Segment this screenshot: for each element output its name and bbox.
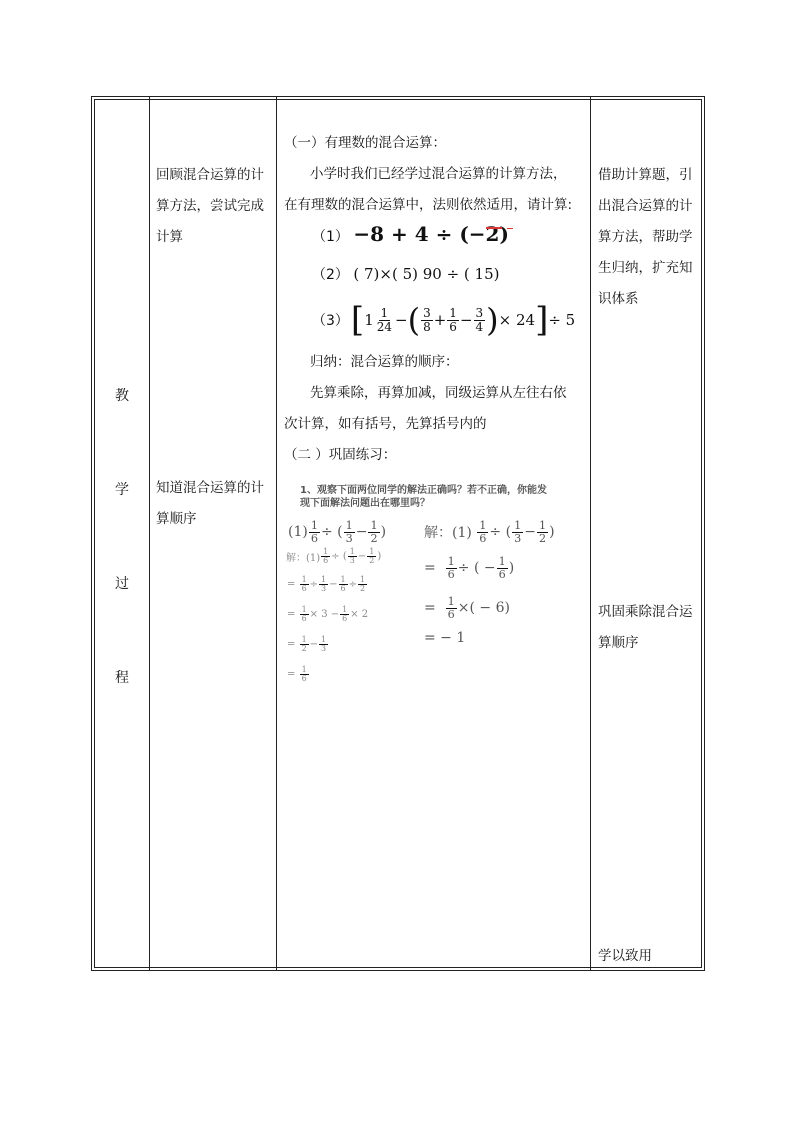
text-line: 现下面解法问题出在哪里吗？ — [300, 498, 430, 509]
fraction: $\frac{1}{6}$ — [342, 605, 348, 624]
fraction: $\frac{1}{6}$ — [323, 547, 329, 566]
fraction: $\frac{1}{2}$ — [360, 575, 366, 594]
jie-label: 解：(1) — [286, 553, 321, 565]
fraction: $\frac{1}{3}$ — [321, 635, 327, 654]
intro-line: 在有理数的混合运算中，法则依然适用，请计算: — [284, 197, 573, 213]
fraction: $\frac{1}{3}$ — [321, 575, 327, 594]
objective-2 — [156, 473, 276, 535]
stage-char: 程 — [115, 670, 129, 686]
text-line: 识体系 — [598, 291, 639, 307]
column-divider — [149, 97, 150, 970]
fraction: $\frac{1}{6}$ — [449, 305, 457, 334]
note-3: 学以致用 — [598, 948, 652, 964]
section1-title: （一）有理数的混合运算： — [284, 135, 446, 151]
text-line: 1、观察下面两位同学的解法正确吗？若不正确，你能发 — [300, 485, 547, 496]
red-mark — [486, 227, 502, 232]
fraction: $\frac{1}{6}$ — [447, 595, 455, 621]
text-line: 算方法，尝试完成 — [156, 198, 264, 214]
question-label: （2） — [312, 267, 349, 283]
right-work-header: 解：(1) $\frac{1}{6}$ ÷ ( $\frac{1}{3}$ − $\frac{1}{2}$ ) — [424, 519, 555, 545]
expression: ×( − 6) — [457, 600, 510, 617]
left-work-step: = $\frac{1}{2}$ − $\frac{1}{3}$ — [287, 635, 327, 654]
stage-char: 学 — [115, 482, 129, 498]
left-work-header: (1) $\frac{1}{6}$ ÷ ( $\frac{1}{3}$ − $\frac{1}{2}$ ) — [288, 519, 387, 545]
text-line: 借助计算题，引 — [598, 167, 693, 183]
question-label: （3） — [312, 313, 349, 329]
question-1 — [312, 222, 509, 246]
red-mark — [507, 228, 513, 231]
fraction: $\frac{1}{6}$ — [301, 665, 307, 684]
fraction: $\frac{1}{3}$ — [514, 519, 522, 545]
intro-line: 小学时我们已经学过混合运算的计算方法， — [310, 166, 567, 182]
text-line: 算方法，帮助学 — [598, 229, 693, 245]
fraction: $\frac{1}{6}$ — [479, 519, 487, 545]
fraction: $\frac{1}{6}$ — [447, 555, 455, 581]
fraction: $\frac{1}{6}$ — [498, 555, 506, 581]
left-work-step: 解：(1) $\frac{1}{6}$ ÷ ( $\frac{1}{3}$ − $\frac{1}{2}$ ) — [286, 547, 382, 566]
fraction: $\frac{1}{6}$ — [340, 575, 346, 594]
fraction: $\frac{1}{24}$ — [376, 305, 393, 334]
fraction: $\frac{1}{2}$ — [369, 547, 375, 566]
summary-title: 归纳：混合运算的顺序： — [310, 354, 459, 370]
fraction: $\frac{1}{6}$ — [310, 519, 318, 545]
stage-char: 教 — [115, 388, 129, 404]
question-label: (1) — [288, 524, 308, 541]
left-work-step: = $\frac{1}{6}$ — [287, 665, 307, 684]
text-line: 生归纳，扩充知 — [598, 260, 693, 276]
fraction: $\frac{3}{8}$ — [423, 305, 431, 334]
column-divider — [276, 97, 277, 970]
expression: [ 1 $\frac{1}{24}$ − ( $\frac{3}{8}$ + $\frac{1}{6}$ − $\frac{3}{4}$ ) × 24 ] ÷ 5 — [350, 300, 576, 340]
fraction: $\frac{1}{2}$ — [370, 519, 378, 545]
objective-1 — [156, 160, 276, 253]
note-2 — [598, 597, 704, 659]
text-line: 巩固乘除混合运 — [598, 604, 693, 620]
fraction: $\frac{1}{2}$ — [538, 519, 547, 545]
fraction: $\frac{1}{2}$ — [301, 635, 307, 654]
right-work-step: = $\frac{1}{6}$ ×( − 6) — [424, 595, 510, 621]
left-work-step: = $\frac{1}{6}$ × 3 − $\frac{1}{6}$ × 2 — [287, 605, 369, 624]
section2-title: （二 ）巩固练习： — [284, 447, 397, 463]
fraction: $\frac{3}{4}$ — [475, 305, 484, 334]
fraction: $\frac{1}{6}$ — [301, 575, 307, 594]
operator: ÷ 5 — [548, 311, 576, 329]
left-work-step: = $\frac{1}{6}$ ÷ $\frac{1}{3}$ − $\frac{1}{6}$ ÷ $\frac{1}{2}$ — [287, 575, 366, 594]
summary-line: 先算乘除，再算加减，同级运算从左往右依 — [310, 385, 567, 401]
exercise-prompt — [300, 484, 547, 510]
fraction: $\frac{1}{6}$ — [301, 605, 307, 624]
right-work-step: = $\frac{1}{6}$ ÷ ( − $\frac{1}{6}$ ) — [424, 555, 515, 581]
expression: ( 7)×( 5) 90 ÷ ( 15) — [353, 265, 500, 283]
note-1 — [598, 160, 704, 315]
operator: × 24 — [498, 311, 536, 329]
text-line: 回顾混合运算的计 — [156, 167, 264, 183]
fraction: $\frac{1}{3}$ — [345, 519, 353, 545]
text-line: 算顺序 — [598, 635, 639, 651]
stage-char: 过 — [115, 576, 129, 592]
text-line: 出混合运算的计 — [598, 198, 693, 214]
summary-line: 次计算，如有括号，先算括号内的 — [284, 416, 487, 432]
question-2 — [312, 264, 500, 284]
column-divider — [590, 97, 591, 970]
question-3 — [312, 300, 576, 340]
fraction: $\frac{1}{3}$ — [349, 547, 355, 566]
right-work-result: = − 1 — [424, 630, 466, 646]
text-line: 知道混合运算的计 — [156, 480, 264, 496]
text-line: 算顺序 — [156, 511, 197, 527]
text-line: 计算 — [156, 229, 183, 245]
question-label: （1） — [312, 229, 349, 245]
jie-label: 解：(1) — [424, 525, 472, 542]
expression: −8 + 4 ÷ (−2) — [353, 222, 509, 246]
